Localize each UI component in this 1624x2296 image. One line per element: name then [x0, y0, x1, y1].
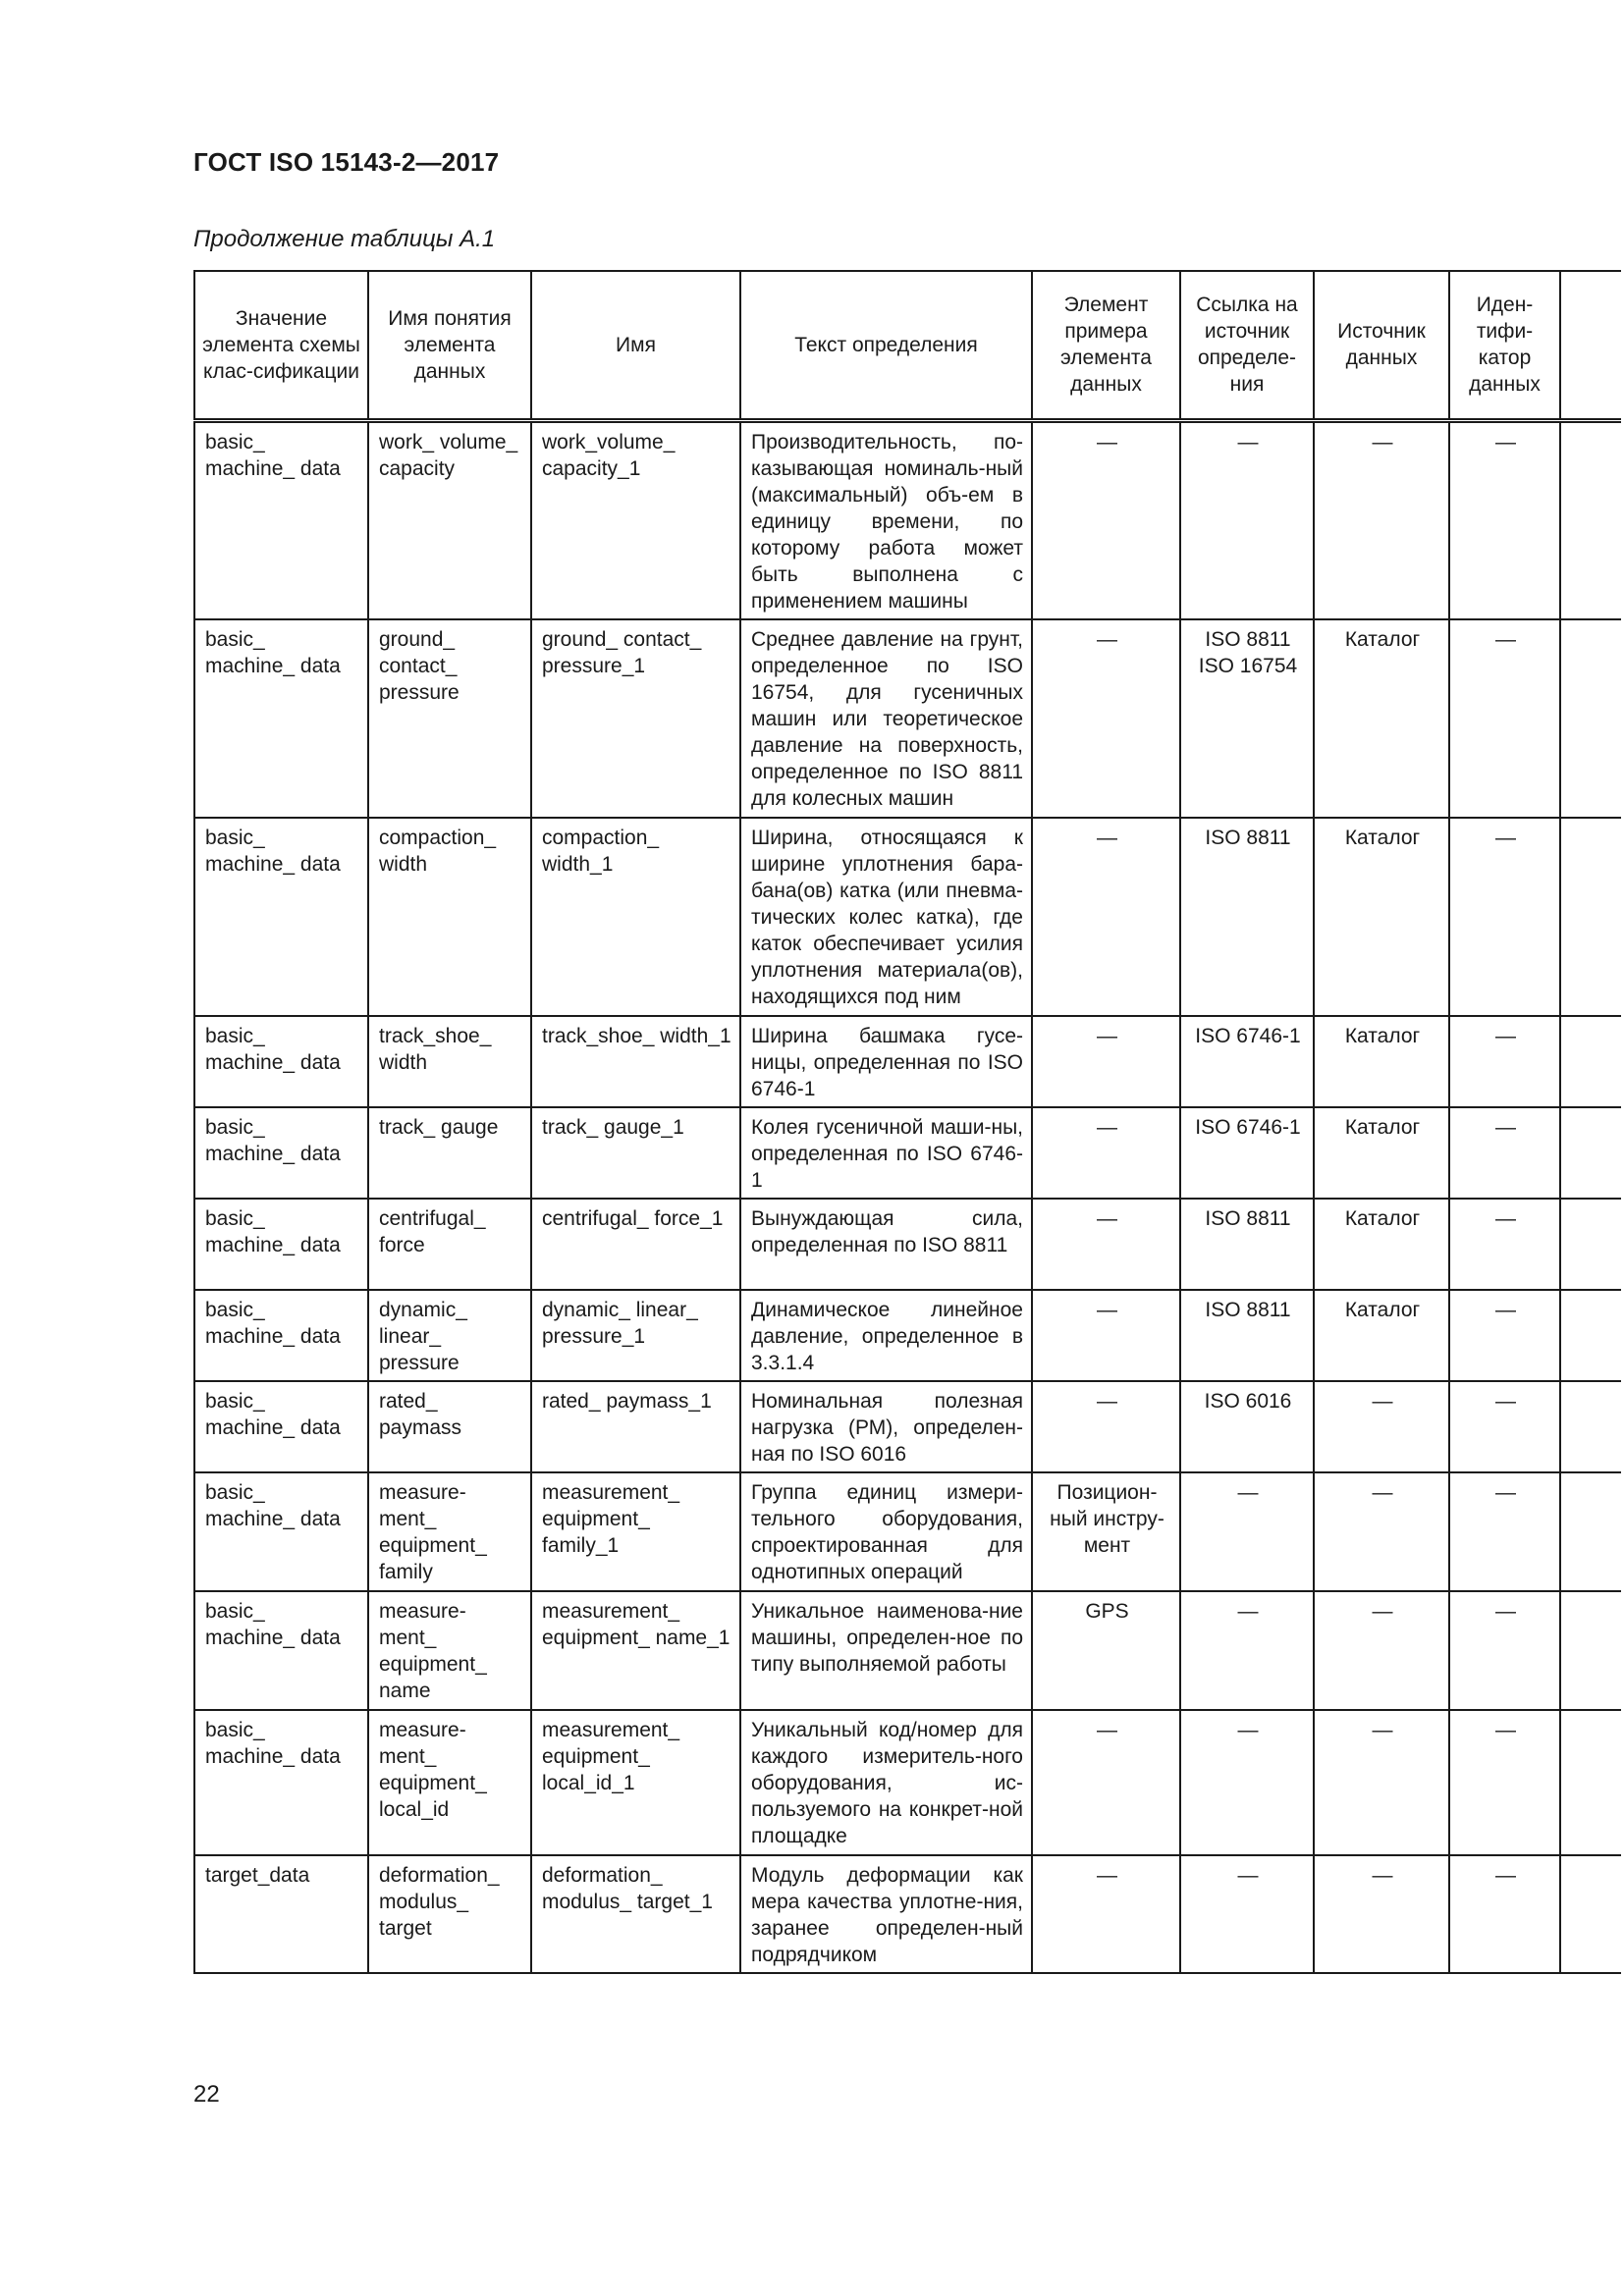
table-row: [194, 1199, 1621, 1290]
cell-source: —: [1314, 1591, 1449, 1710]
cell-definition: Вынуждающая сила, определенная по ISO 8811: [740, 1199, 1032, 1290]
cell-reference: —: [1180, 1710, 1314, 1855]
table-row: [194, 1290, 1621, 1381]
cell-scheme: basic_ machine_ data: [194, 1107, 368, 1199]
table-caption: Продолжение таблицы А.1: [193, 226, 496, 252]
cell-source: —: [1314, 420, 1449, 619]
cell-extra: [1560, 1290, 1621, 1381]
table-row: [194, 1591, 1621, 1710]
table-row: [194, 818, 1621, 1016]
cell-source: Каталог: [1314, 818, 1449, 1016]
cell-scheme: basic_ machine_ data: [194, 1016, 368, 1107]
cell-name: dynamic_ linear_ pressure_1: [531, 1290, 740, 1381]
cell-scheme: basic_ machine_ data: [194, 1472, 368, 1591]
cell-extra: [1560, 818, 1621, 1016]
cell-scheme: basic_ machine_ data: [194, 420, 368, 619]
cell-concept: track_shoe_ width: [368, 1016, 531, 1107]
column-header-extra: [1560, 271, 1621, 420]
cell-example: —: [1032, 1381, 1180, 1472]
cell-name: measurement_ equipment_ family_1: [531, 1472, 740, 1591]
cell-extra: [1560, 1591, 1621, 1710]
cell-name: track_ gauge_1: [531, 1107, 740, 1199]
column-header: Источник данных: [1314, 271, 1449, 420]
cell-definition: Ширина, относящаяся к ширине уплотнения бара-бана(ов) катка (или пневма-тических колес катка), где каток обеспечивает усилия уплотнения материала(ов), находящихся под ним: [740, 818, 1032, 1016]
cell-scheme: target_data: [194, 1855, 368, 1973]
cell-example: —: [1032, 1107, 1180, 1199]
cell-identifier: —: [1449, 1472, 1560, 1591]
cell-identifier: —: [1449, 619, 1560, 818]
cell-source: Каталог: [1314, 619, 1449, 818]
cell-reference: ISO 6746-1: [1180, 1107, 1314, 1199]
cell-extra: [1560, 1016, 1621, 1107]
cell-identifier: —: [1449, 1199, 1560, 1290]
cell-reference: —: [1180, 420, 1314, 619]
cell-name: measurement_ equipment_ local_id_1: [531, 1710, 740, 1855]
cell-source: —: [1314, 1710, 1449, 1855]
cell-reference: —: [1180, 1472, 1314, 1591]
cell-identifier: —: [1449, 1855, 1560, 1973]
cell-reference: —: [1180, 1591, 1314, 1710]
cell-example: —: [1032, 1016, 1180, 1107]
table-row: [194, 1107, 1621, 1199]
table-row: [194, 420, 1621, 619]
cell-concept: work_ volume_ capacity: [368, 420, 531, 619]
cell-example: —: [1032, 420, 1180, 619]
cell-concept: measure-ment_ equipment_ family: [368, 1472, 531, 1591]
cell-definition: Ширина башмака гусе-ницы, определенная по ISO 6746-1: [740, 1016, 1032, 1107]
cell-example: —: [1032, 1855, 1180, 1973]
cell-reference: ISO 8811: [1180, 1199, 1314, 1290]
cell-identifier: —: [1449, 1381, 1560, 1472]
column-header: Ссылка на источник определе-ния: [1180, 271, 1314, 420]
cell-extra: [1560, 1199, 1621, 1290]
cell-definition: Динамическое линейное давление, определенное в 3.3.1.4: [740, 1290, 1032, 1381]
cell-reference: ISO 6746-1: [1180, 1016, 1314, 1107]
cell-source: Каталог: [1314, 1107, 1449, 1199]
cell-extra: [1560, 1107, 1621, 1199]
cell-name: work_volume_ capacity_1: [531, 420, 740, 619]
cell-concept: track_ gauge: [368, 1107, 531, 1199]
cell-source: Каталог: [1314, 1199, 1449, 1290]
cell-extra: [1560, 1855, 1621, 1973]
cell-concept: rated_ paymass: [368, 1381, 531, 1472]
cell-name: deformation_ modulus_ target_1: [531, 1855, 740, 1973]
cell-example: —: [1032, 1290, 1180, 1381]
cell-definition: Номинальная полезная нагрузка (РМ), определен-ная по ISO 6016: [740, 1381, 1032, 1472]
cell-identifier: —: [1449, 818, 1560, 1016]
cell-extra: [1560, 1710, 1621, 1855]
cell-identifier: —: [1449, 1710, 1560, 1855]
data-table: [193, 270, 1621, 1974]
cell-name: measurement_ equipment_ name_1: [531, 1591, 740, 1710]
cell-scheme: basic_ machine_ data: [194, 818, 368, 1016]
cell-scheme: basic_ machine_ data: [194, 1710, 368, 1855]
cell-source: —: [1314, 1855, 1449, 1973]
column-header: Значение элемента схемы клас-сификации: [194, 271, 368, 420]
cell-scheme: basic_ machine_ data: [194, 1591, 368, 1710]
cell-scheme: basic_ machine_ data: [194, 1199, 368, 1290]
cell-definition: Среднее давление на грунт, определенное по ISO 16754, для гусеничных машин или теоретическое давление на поверхность, определенное по ISO 8811 для колесных машин: [740, 619, 1032, 818]
cell-name: track_shoe_ width_1: [531, 1016, 740, 1107]
cell-scheme: basic_ machine_ data: [194, 1290, 368, 1381]
cell-source: Каталог: [1314, 1016, 1449, 1107]
cell-reference: ISO 6016: [1180, 1381, 1314, 1472]
column-header: Иден-тифи-катор данных: [1449, 271, 1560, 420]
column-header: Элемент примера элемента данных: [1032, 271, 1180, 420]
cell-concept: measure-ment_ equipment_ local_id: [368, 1710, 531, 1855]
cell-example: Позицион-ный инстру-мент: [1032, 1472, 1180, 1591]
header-row: [194, 271, 1621, 420]
cell-identifier: —: [1449, 1016, 1560, 1107]
cell-identifier: —: [1449, 420, 1560, 619]
cell-name: centrifugal_ force_1: [531, 1199, 740, 1290]
cell-concept: dynamic_ linear_ pressure: [368, 1290, 531, 1381]
cell-definition: Уникальный код/номер для каждого измеритель-ного оборудования, ис-пользуемого на конкрет-ной площадке: [740, 1710, 1032, 1855]
cell-concept: measure-ment_ equipment_ name: [368, 1591, 531, 1710]
table-row: [194, 1381, 1621, 1472]
cell-concept: ground_ contact_ pressure: [368, 619, 531, 818]
cell-scheme: basic_ machine_ data: [194, 1381, 368, 1472]
cell-example: GPS: [1032, 1591, 1180, 1710]
document-header: ГОСТ ISO 15143-2—2017: [193, 147, 500, 177]
cell-source: —: [1314, 1472, 1449, 1591]
cell-extra: [1560, 1472, 1621, 1591]
cell-example: —: [1032, 1199, 1180, 1290]
cell-concept: deformation_ modulus_ target: [368, 1855, 531, 1973]
cell-reference: —: [1180, 1855, 1314, 1973]
cell-definition: Модуль деформации как мера качества уплотне-ния, заранее определен-ный подрядчиком: [740, 1855, 1032, 1973]
cell-reference: ISO 8811: [1180, 818, 1314, 1016]
cell-definition: Производительность, по-казывающая номиналь-ный (максимальный) объ-ем в единицу времени, по которому работа может быть выполнена с применением машины: [740, 420, 1032, 619]
cell-source: —: [1314, 1381, 1449, 1472]
cell-definition: Группа единиц измери-тельного оборудования, спроектированная для однотипных операций: [740, 1472, 1032, 1591]
cell-example: —: [1032, 619, 1180, 818]
cell-identifier: —: [1449, 1107, 1560, 1199]
table-row: [194, 1472, 1621, 1591]
cell-reference: ISO 8811: [1180, 1290, 1314, 1381]
cell-example: —: [1032, 1710, 1180, 1855]
cell-concept: compaction_ width: [368, 818, 531, 1016]
cell-extra: [1560, 619, 1621, 818]
cell-extra: [1560, 1381, 1621, 1472]
cell-scheme: basic_ machine_ data: [194, 619, 368, 818]
table-row: [194, 619, 1621, 818]
table-row: [194, 1710, 1621, 1855]
cell-identifier: —: [1449, 1591, 1560, 1710]
cell-definition: Уникальное наименова-ние машины, определен-ное по типу выполняемой работы: [740, 1591, 1032, 1710]
cell-extra: [1560, 420, 1621, 619]
cell-name: compaction_ width_1: [531, 818, 740, 1016]
cell-name: rated_ paymass_1: [531, 1381, 740, 1472]
page-number: 22: [193, 2081, 220, 2108]
cell-identifier: —: [1449, 1290, 1560, 1381]
table-row: [194, 1855, 1621, 1973]
column-header: Имя понятия элемента данных: [368, 271, 531, 420]
cell-definition: Колея гусеничной маши-ны, определенная по ISO 6746-1: [740, 1107, 1032, 1199]
cell-source: Каталог: [1314, 1290, 1449, 1381]
cell-name: ground_ contact_ pressure_1: [531, 619, 740, 818]
cell-example: —: [1032, 818, 1180, 1016]
column-header: Текст определения: [740, 271, 1032, 420]
table-row: [194, 1016, 1621, 1107]
cell-reference: ISO 8811 ISO 16754: [1180, 619, 1314, 818]
cell-concept: centrifugal_ force: [368, 1199, 531, 1290]
column-header: Имя: [531, 271, 740, 420]
